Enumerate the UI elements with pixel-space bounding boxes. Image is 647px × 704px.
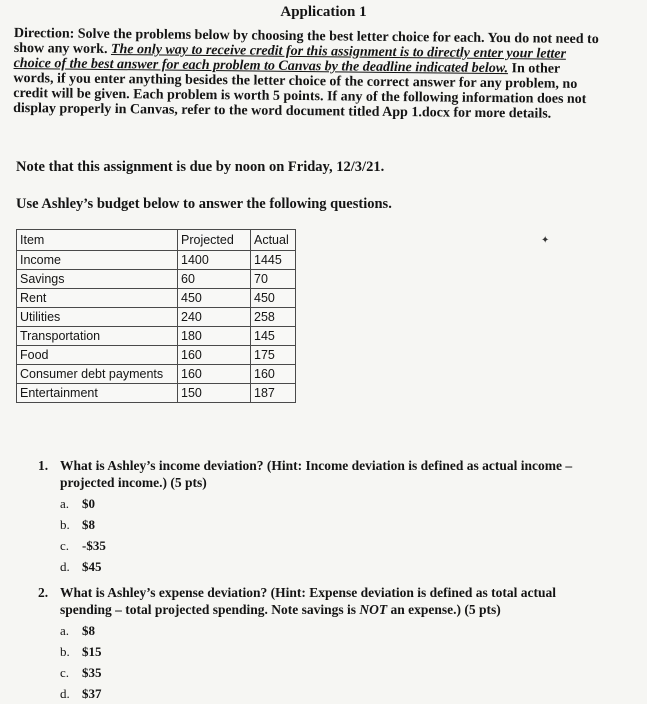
- question-stem: [60, 584, 580, 618]
- option-a: [60, 620, 580, 641]
- row-projected: 450: [178, 289, 251, 308]
- row-projected: 60: [178, 270, 251, 289]
- option-text: $8: [82, 517, 95, 532]
- directions-paragraph: [13, 26, 599, 122]
- row-actual: 70: [251, 270, 296, 289]
- question-number: 2.: [38, 585, 49, 600]
- table-row: [17, 289, 296, 308]
- option-text: $45: [82, 559, 102, 574]
- row-actual: 187: [251, 384, 296, 403]
- due-date-note: Note that this assignment is due by noon on Friday, 12/3/21.: [16, 159, 385, 175]
- table-row: [17, 365, 296, 384]
- row-projected: 160: [178, 346, 251, 365]
- row-item: Rent: [17, 289, 178, 308]
- answer-options: [60, 493, 580, 577]
- option-text: $0: [82, 496, 95, 511]
- option-c: [60, 535, 580, 556]
- directions-text-2: In other words, if you enter anything besides the letter choice of the correct answer for any problem, no credit will be given. Each problem is worth 5 points. If any of the following information does not display properly in Canvas, refer to the word document titled App 1.docx for more details.: [13, 61, 587, 122]
- directions-text-1: Direction: Solve the problems below by choosing the best letter choice for each. You do not need to show any work.: [13, 26, 599, 58]
- table-row: [17, 308, 296, 327]
- stem-text-2: an expense.) (5 pts): [387, 602, 501, 617]
- table-row: [17, 270, 296, 289]
- row-projected: 160: [178, 365, 251, 384]
- question-number: 1.: [38, 458, 49, 473]
- header-item: Item: [17, 230, 178, 251]
- row-actual: 175: [251, 346, 296, 365]
- budget-table: [16, 229, 296, 403]
- option-text: $37: [82, 686, 102, 701]
- stem-not: NOT: [359, 602, 388, 617]
- option-letter: c.: [60, 538, 70, 553]
- row-actual: 160: [251, 365, 296, 384]
- directions-emphasis: The only way to receive credit for this assignment is to directly enter your letter choice of the best answer for each problem to Canvas by the deadline indicated below.: [13, 42, 567, 77]
- row-actual: 258: [251, 308, 296, 327]
- answer-options: [60, 620, 580, 704]
- table-row: [17, 251, 296, 270]
- option-letter: a.: [60, 623, 70, 638]
- mouse-cursor-icon: ✦: [541, 235, 550, 246]
- stem-text-1: What is Ashley’s expense deviation? (Hint: Expense deviation is defined as total actual spending – total projected spending. Note savings is: [60, 585, 557, 617]
- option-a: [60, 493, 580, 514]
- header-actual: Actual: [251, 230, 296, 251]
- option-letter: a.: [60, 496, 70, 511]
- table-header-row: [17, 230, 296, 251]
- option-letter: b.: [60, 644, 70, 659]
- question-1: [38, 457, 580, 577]
- table-row: [17, 327, 296, 346]
- row-item: Consumer debt payments: [17, 365, 178, 384]
- option-text: $8: [82, 623, 95, 638]
- row-projected: 1400: [178, 251, 251, 270]
- table-row: [17, 346, 296, 365]
- row-projected: 240: [178, 308, 251, 327]
- option-b: [60, 514, 580, 535]
- option-letter: c.: [60, 665, 70, 680]
- option-d: [60, 683, 580, 704]
- row-item: Savings: [17, 270, 178, 289]
- page-title: Application 1: [280, 4, 367, 20]
- option-c: [60, 662, 580, 683]
- row-actual: 450: [251, 289, 296, 308]
- row-item: Entertainment: [17, 384, 178, 403]
- row-projected: 150: [178, 384, 251, 403]
- row-item: Transportation: [17, 327, 178, 346]
- option-letter: d.: [60, 686, 70, 701]
- option-text: $35: [82, 665, 102, 680]
- row-item: Income: [17, 251, 178, 270]
- header-projected: Projected: [178, 230, 251, 251]
- row-item: Utilities: [17, 308, 178, 327]
- question-2: [38, 584, 580, 704]
- option-letter: b.: [60, 517, 70, 532]
- budget-instruction: Use Ashley’s budget below to answer the following questions.: [16, 196, 392, 212]
- option-text: $15: [82, 644, 102, 659]
- option-d: [60, 556, 580, 577]
- row-actual: 1445: [251, 251, 296, 270]
- question-stem: What is Ashley’s income deviation? (Hint: Income deviation is defined as actual income – projected income.) (5 pts): [60, 458, 573, 490]
- row-actual: 145: [251, 327, 296, 346]
- table-row: [17, 384, 296, 403]
- option-text: -$35: [82, 538, 106, 553]
- option-letter: d.: [60, 559, 70, 574]
- row-item: Food: [17, 346, 178, 365]
- row-projected: 180: [178, 327, 251, 346]
- option-b: [60, 641, 580, 662]
